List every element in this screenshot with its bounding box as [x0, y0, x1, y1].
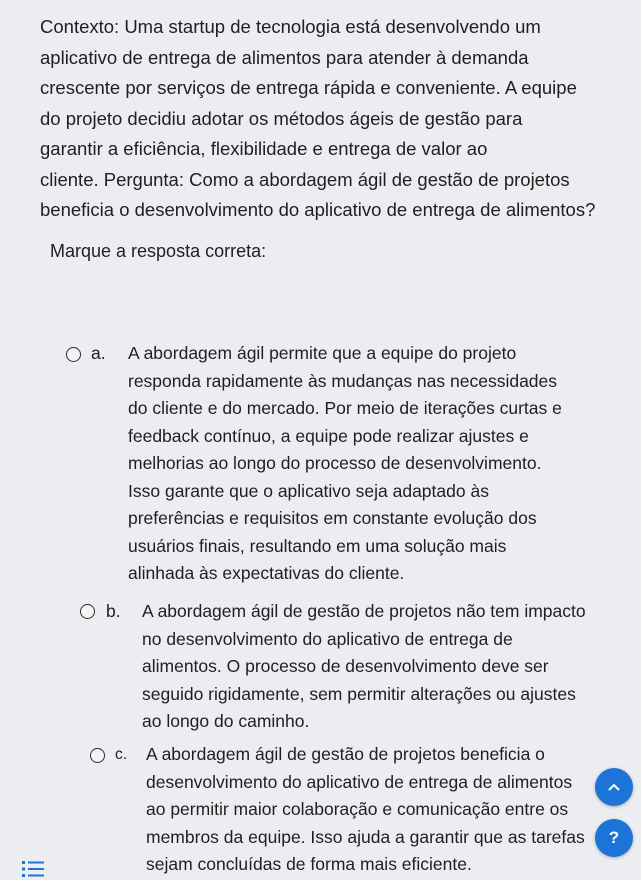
option-line: A abordagem ágil permite que a equipe do projeto — [128, 343, 517, 363]
context-line: Contexto: Uma startup de tecnologia está desenvolvendo um — [40, 16, 541, 37]
option-line: sejam concluídas de forma mais eficiente. — [146, 854, 472, 874]
scroll-up-button[interactable] — [595, 768, 633, 806]
option-line: preferências e requisitos em constante evolução dos — [128, 508, 537, 528]
list-icon[interactable] — [20, 859, 46, 879]
option-line: no desenvolvimento do aplicativo de entrega de — [142, 628, 513, 649]
option-text — [142, 598, 586, 736]
context-line: beneficia o desenvolvimento do aplicativo de entrega de alimentos? — [40, 199, 596, 220]
option-line: desenvolvimento do aplicativo de entrega de alimentos — [146, 771, 573, 792]
option-line: Isso garante que o aplicativo seja adaptado às — [128, 480, 489, 501]
context-line: do projeto decidiu adotar os métodos ágeis de gestão para — [40, 107, 523, 129]
option-line: A abordagem ágil de gestão de projetos não tem impacto — [142, 601, 586, 621]
context-line: crescente por serviços de entrega rápida e conveniente. A equipe — [40, 77, 577, 98]
context-line: aplicativo de entrega de alimentos para atender à demanda — [40, 46, 529, 68]
option-line: seguido rigidamente, sem permitir alterações ou ajustes — [142, 683, 576, 704]
option-line: ao permitir maior colaboração e comunicação entre os — [146, 799, 569, 819]
chevron-up-icon — [607, 782, 621, 792]
instruction-text: Marque a resposta correta: — [50, 241, 267, 261]
option-line: melhorias ao longo do processo de desenvolvimento. — [128, 453, 542, 473]
option-line: alinhada às expectativas do cliente. — [128, 563, 405, 583]
option-line: do cliente e do mercado. Por meio de iterações curtas e — [128, 398, 562, 418]
option-text — [146, 741, 585, 879]
option-line: responda rapidamente às mudanças nas necessidades — [128, 370, 558, 391]
option-line: usuários finais, resultando em uma solução mais — [128, 535, 507, 556]
radio-button-b[interactable] — [80, 604, 95, 619]
option-text — [128, 340, 562, 588]
option-letter: b. — [106, 601, 121, 621]
option-line: ao longo do caminho. — [142, 711, 310, 731]
context-line: garantir a eficiência, flexibilidade e entrega de valor ao — [40, 138, 488, 159]
radio-button-c[interactable] — [90, 748, 105, 763]
option-letter: c. — [115, 746, 128, 763]
radio-button-a[interactable] — [66, 347, 81, 362]
option-letter: a. — [91, 343, 106, 363]
option-line: feedback contínuo, a equipe pode realizar ajustes e — [128, 425, 529, 446]
question-context — [40, 12, 615, 226]
context-line: cliente. Pergunta: Como a abordagem ágil de gestão de projetos — [40, 168, 570, 190]
option-line: alimentos. O processo de desenvolvimento deve ser — [142, 656, 549, 676]
option-line: A abordagem ágil de gestão de projetos beneficia o — [146, 744, 545, 764]
option-line: membros da equipe. Isso ajuda a garantir que as tarefas — [146, 826, 585, 847]
help-button[interactable]: ? — [595, 819, 633, 857]
